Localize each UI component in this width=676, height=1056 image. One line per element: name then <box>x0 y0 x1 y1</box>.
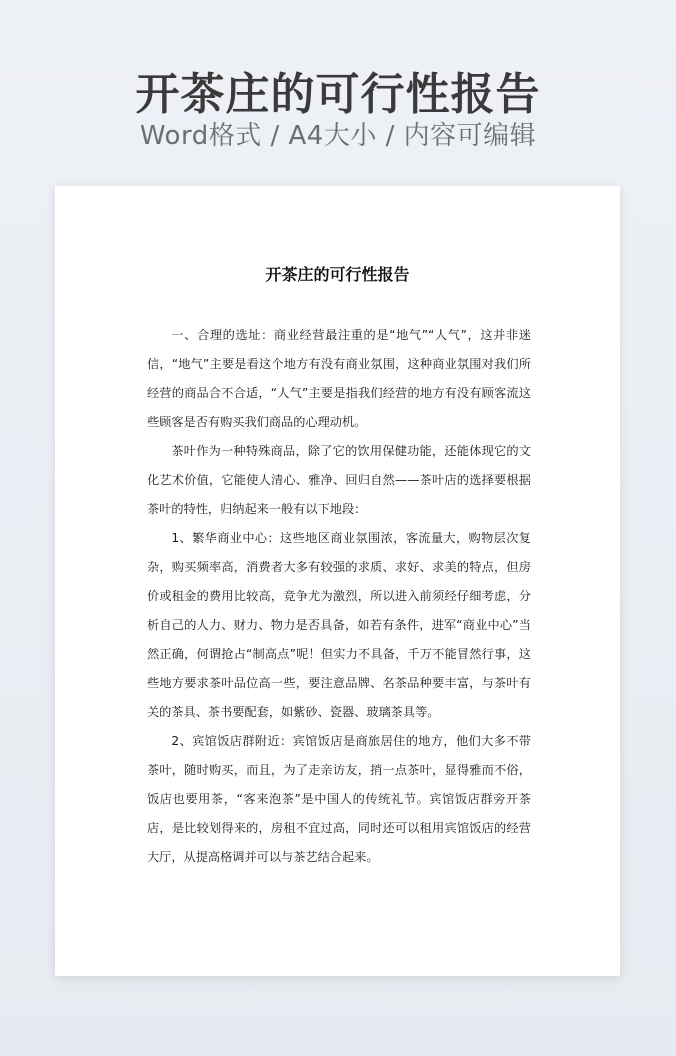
paragraph-site-selection: 一、合理的选址：商业经营最注重的是“地气”“人气”，这并非迷信，“地气”主要是看这个地方有没有商业氛围，这种商业氛围对我们所经营的商品合不合适，“人气”主要是指我们经营的地方有没有顾客流这些顾客是否有购买我们商品的心理动机。 <box>147 328 531 429</box>
document-page <box>55 186 620 976</box>
document-body <box>147 321 531 872</box>
paragraph-hotel-area: 2、宾馆饭店群附近：宾馆饭店是商旅居住的地方，他们大多不带茶叶，随时购买，而且，为了走亲访友，捎一点茶叶，显得雅而不俗，饭店也要用茶，“客来泡茶”是中国人的传统礼节。宾馆饭店群旁开茶店，是比较划得来的，房租不宜过高，同时还可以租用宾馆饭店的经营大厅，从提高格调并可以与茶艺结合起来。 <box>147 734 531 864</box>
banner-title: 开茶庄的可行性报告 <box>135 69 541 120</box>
paragraph-commercial-center: 1、繁华商业中心：这些地区商业氛围浓，客流量大，购物层次复杂，购买频率高，消费者大多有较强的求质、求好、求美的特点，但房价或租金的费用比较高，竞争尤为激烈，所以进入前须经仔细考虑，分析自己的人力、财力、物力是否具备，如若有条件，进军“商业中心”当然正确，何谓抢占“制高点”呢！但实力不具备，千万不能冒然行事，这些地方要求茶叶品位高一些，要注意品牌、名茶品种要丰富，与茶叶有关的茶具、茶书要配套，如紫砂、瓷器、玻璃茶具等。 <box>147 531 531 719</box>
paragraph-tea-characteristics: 茶叶作为一种特殊商品，除了它的饮用保健功能，还能体现它的文化艺术价值，它能使人清心、雅净、回归自然——茶叶店的选择要根据茶叶的特性，归纳起来一般有以下地段： <box>147 444 531 516</box>
banner-subtitle: Word格式 / A4大小 / 内容可编辑 <box>139 121 537 151</box>
document-title: 开茶庄的可行性报告 <box>265 265 410 284</box>
